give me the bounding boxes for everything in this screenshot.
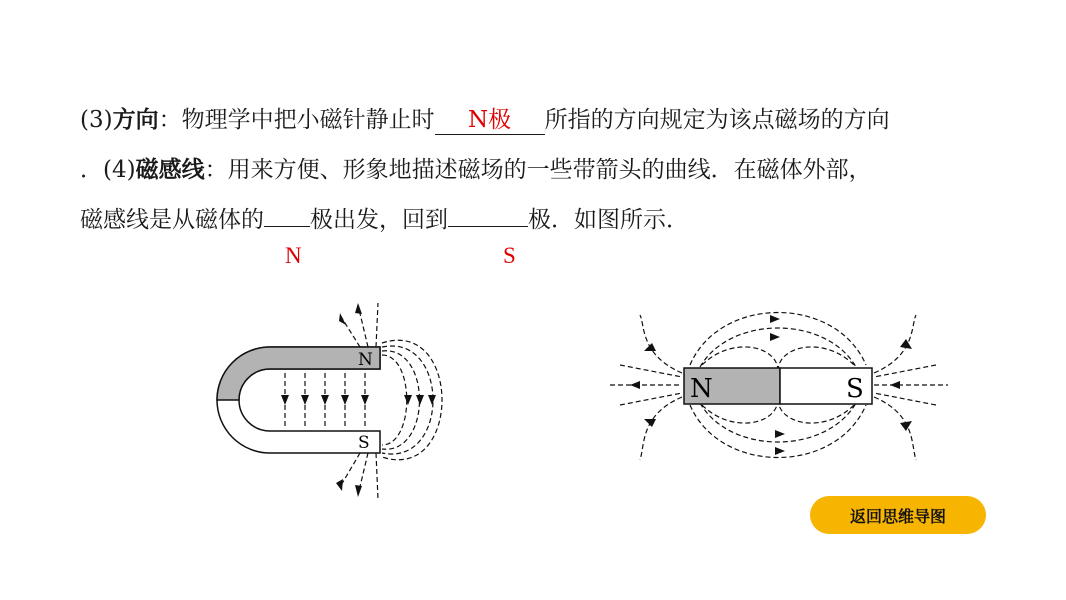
text-segment: ：用来方便、形象地描述磁场的一些带箭头的曲线．在磁体外部， (204, 157, 872, 183)
text-segment: 极出发，回到 (310, 207, 448, 233)
text-segment: 磁感线是从磁体的 (80, 207, 264, 233)
term-field-lines: 磁感线 (135, 156, 205, 183)
text-segment: ：物理学中把小磁针静止时 (158, 107, 435, 133)
return-mindmap-button[interactable]: 返回思维导图 (810, 496, 986, 534)
text-segment: 极．如图所示． (528, 207, 689, 233)
question-text (80, 95, 1000, 245)
text-segment: 所指的方向规定为该点磁场的方向 (544, 107, 890, 133)
horseshoe-arrowheads (281, 303, 436, 497)
horseshoe-north-label: N (358, 350, 373, 370)
bar-south-label: S (846, 374, 864, 404)
answer-blank-1: N极 (435, 106, 545, 135)
item-number: ．(4) (80, 157, 136, 183)
horseshoe-magnet-figure (200, 295, 460, 505)
term-direction: 方向 (112, 106, 159, 133)
answer-blank-3 (448, 198, 528, 227)
answer-south: S (503, 243, 516, 268)
answer-north: N (285, 243, 302, 268)
horseshoe-north-arm (217, 347, 380, 400)
bar-magnet-figure (600, 295, 960, 475)
bar-north-label: N (690, 374, 713, 404)
text-line-3 (80, 195, 1000, 245)
text-line-1 (80, 95, 1000, 145)
item-number: (3) (80, 107, 113, 133)
text-line-2 (80, 145, 1000, 195)
horseshoe-south-label: S (358, 433, 370, 453)
answer-blank-2 (264, 198, 310, 227)
